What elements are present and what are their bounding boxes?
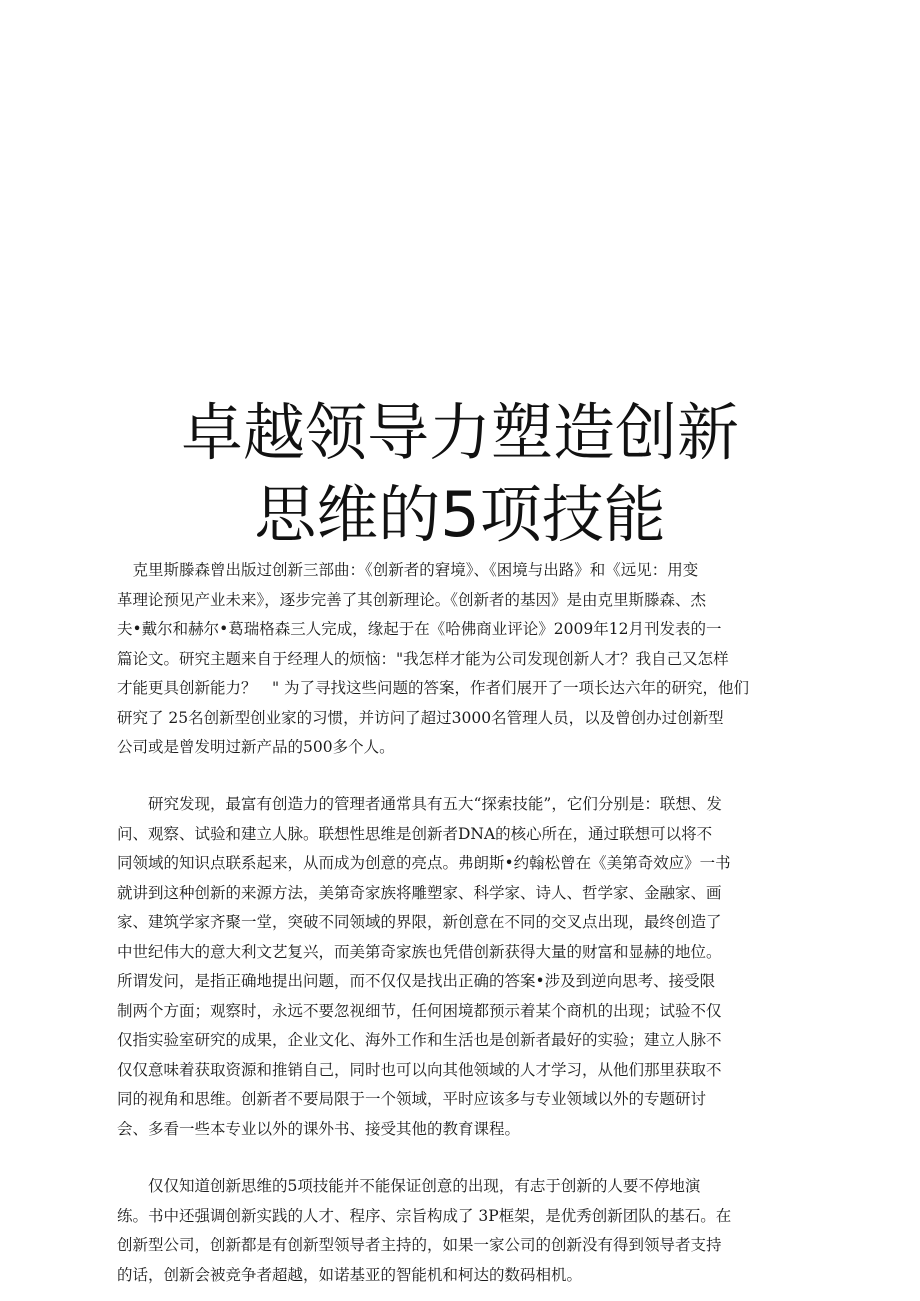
paragraph-line: 同的视角和思维。创新者不要局限于一个领域，平时应该多与专业领域以外的专题研讨 [117, 1090, 707, 1108]
paragraph-line: 公司或是曾发明过新产品的500多个人。 [117, 738, 395, 756]
paragraph-line: 克里斯滕森曾出版过创新三部曲：《创新者的窘境》、《困境与出路》和《远见：用变 [117, 561, 699, 579]
paragraph-line: 革理论预见产业未来》，逐步完善了其创新理论。《创新者的基因》是由克里斯滕森、杰 [117, 590, 707, 609]
paragraph-line: 仅仅知道创新思维的5项技能并不能保证创意的出现，有志于创新的人要不停地演 [117, 1177, 701, 1195]
paragraph-line: 制两个方面；观察时，永远不要忽视细节，任何困境都预示着某个商机的出现；试验不仅 [117, 1001, 722, 1020]
paragraph-line: 的话，创新会被竞争者超越，如诺基亚的智能机和柯达的数码相机。 [117, 1265, 583, 1284]
paragraph-2 [117, 790, 797, 1144]
paragraph-line: 创新型公司，创新都是有创新型领导者主持的，如果一家公司的创新没有得到领导者支持 [117, 1236, 722, 1254]
paragraph-line: 研究了 25名创新型创业家的习惯，并访问了超过3000名管理人员，以及曾创办过创新型 [117, 708, 724, 727]
paragraph-line: 中世纪伟大的意大利文艺复兴，而美第奇家族也凭借创新获得大量的财富和显赫的地位。 [117, 942, 722, 961]
paragraph-line: 同领域的知识点联系起来，从而成为创意的亮点。弗朗斯•约翰松曾在《美第奇效应》一书 [117, 854, 731, 872]
paragraph-line: 才能更具创新能力？ " 为了寻找这些问题的答案，作者们展开了一项长达六年的研究，他们 [117, 679, 750, 697]
paragraph-line: 篇论文。研究主题来自于经理人的烦恼："我怎样才能为公司发现创新人才？我自己又怎样 [117, 649, 729, 668]
paragraph-line: 所谓发问，是指正确地提出问题，而不仅仅是找出正确的答案•涉及到逆向思考、接受限 [117, 972, 716, 990]
paragraph-line: 研究发现，最富有创造力的管理者通常具有五大“探索技能”，它们分别是：联想、发 [117, 795, 722, 813]
paragraph-1 [117, 556, 797, 763]
paragraph-line: 问、观察、试验和建立人脉。联想性思维是创新者DNA的核心所在，通过联想可以将不 [117, 824, 713, 843]
document-title-line-1: 卓越领导力塑造创新 [180, 396, 739, 469]
paragraph-line: 仅指实验室研究的成果，企业文化、海外工作和生活也是创新者最好的实验；建立人脉不 [117, 1031, 722, 1049]
paragraph-3 [117, 1172, 797, 1290]
paragraph-line: 仅仅意味着获取资源和推销自己，同时也可以向其他领域的人才学习，从他们那里获取不 [117, 1060, 722, 1079]
paragraph-line: 会、多看一些本专业以外的课外书、接受其他的教育课程。 [117, 1119, 521, 1138]
paragraph-line: 夫•戴尔和赫尔•葛瑞格森三人完成，缘起于在《哈佛商业评论》2009年12月刊发表的一 [117, 620, 722, 638]
paragraph-line: 练。书中还强调创新实践的人才、程序、宗旨构成了 3P框架，是优秀创新团队的基石。在 [117, 1206, 732, 1225]
paragraph-line: 家、建筑学家齐聚一堂，突破不同领域的界限，新创意在不同的交叉点出现，最终创造了 [117, 913, 722, 931]
document-title-line-2: 思维的5项技能 [254, 478, 666, 551]
paragraph-line: 就讲到这种创新的来源方法，美第奇家族将雕塑家、科学家、诗人、哲学家、金融家、画 [117, 883, 722, 902]
